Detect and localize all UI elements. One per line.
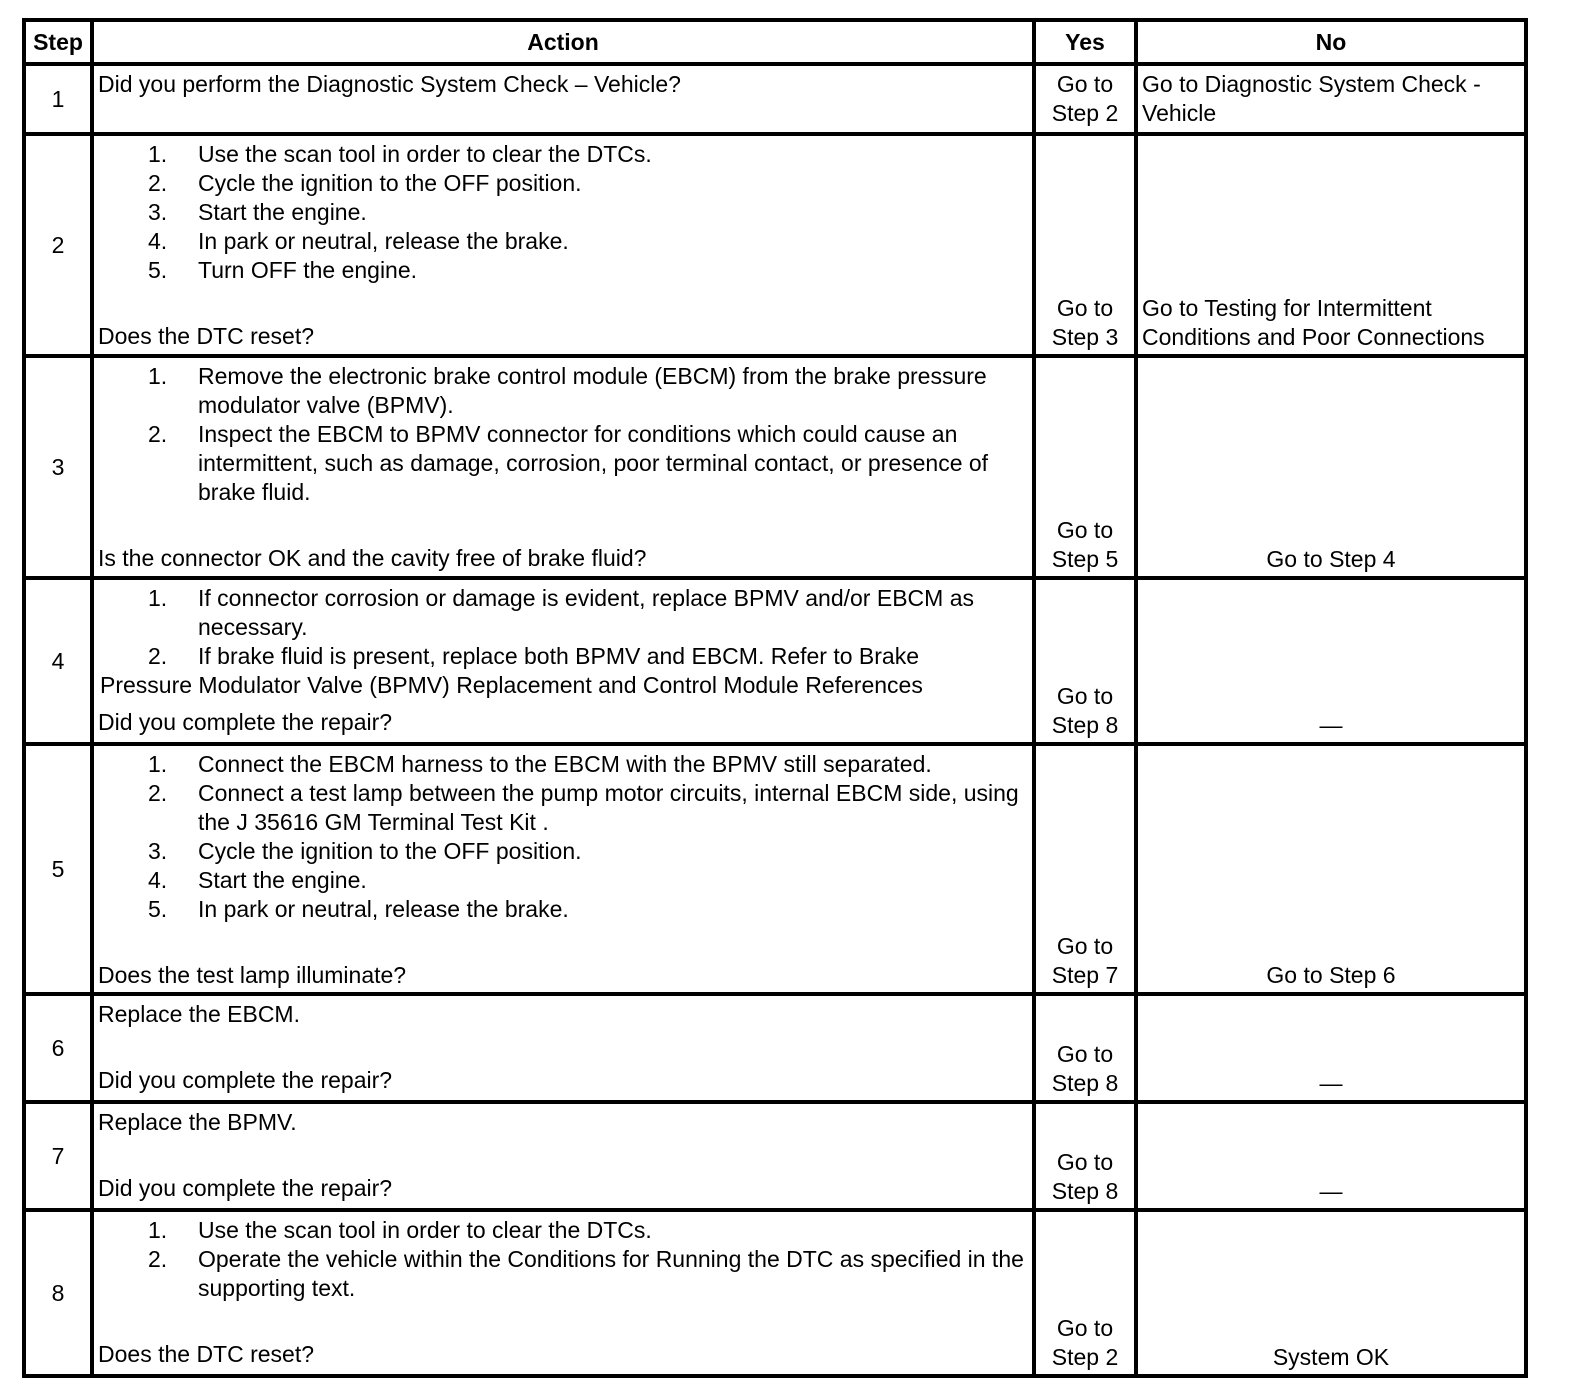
- list-item: [148, 750, 1028, 779]
- header-action: Action: [92, 20, 1034, 64]
- item-text: Inspect the EBCM to BPMV connector for conditions which could cause an intermittent, such as damage, corrosion, poor terminal contact, or presence of brake fluid.: [198, 421, 989, 505]
- item-number: 5.: [148, 257, 168, 283]
- item-number: 4.: [148, 228, 168, 254]
- step-number: 3: [24, 356, 92, 578]
- item-number: 5.: [148, 896, 168, 922]
- no-cell: [1136, 994, 1526, 1102]
- item-text: If connector corrosion or damage is evident, replace BPMV and/or EBCM as necessary.: [198, 585, 974, 640]
- table-row: [24, 134, 1526, 356]
- action-cell: [92, 356, 1034, 578]
- question-text: Did you complete the repair?: [98, 1067, 393, 1093]
- action-text: Replace the EBCM.: [98, 1001, 300, 1027]
- no-line: —: [1319, 712, 1343, 738]
- item-text: In park or neutral, release the brake.: [198, 228, 569, 254]
- step-number: 8: [24, 1210, 92, 1376]
- item-text: Cycle the ignition to the OFF position.: [198, 838, 582, 864]
- yes-line: Go to: [1056, 517, 1114, 543]
- list-item: [148, 169, 1028, 198]
- no-cell: [1136, 134, 1526, 356]
- item-number: 2.: [148, 170, 168, 196]
- yes-cell: [1034, 64, 1136, 134]
- item-text: Use the scan tool in order to clear the DTCs.: [198, 1217, 652, 1243]
- reference-note: Pressure Modulator Valve (BPMV) Replacement and Control Module References: [100, 672, 923, 698]
- no-line: Conditions and Poor Connections: [1142, 324, 1485, 350]
- table-row: [24, 1102, 1526, 1210]
- list-item: [148, 837, 1028, 866]
- no-cell: [1136, 744, 1526, 994]
- list-item: [148, 420, 1028, 507]
- list-item: [148, 1216, 1028, 1245]
- list-item: [148, 584, 1028, 642]
- item-number: 2.: [148, 780, 168, 806]
- no-line: —: [1319, 1178, 1343, 1204]
- yes-line: Go to: [1056, 933, 1114, 959]
- no-cell: [1136, 64, 1526, 134]
- action-list: [98, 584, 1028, 671]
- item-text: If brake fluid is present, replace both BPMV and EBCM. Refer to Brake: [198, 643, 920, 669]
- header-step: Step: [24, 20, 92, 64]
- step-number: 1: [24, 64, 92, 134]
- question-text: Is the connector OK and the cavity free of brake fluid?: [98, 545, 647, 571]
- step-number: 7: [24, 1102, 92, 1210]
- no-line: Go to Testing for Intermittent: [1142, 295, 1432, 321]
- yes-cell: [1034, 1210, 1136, 1376]
- no-line: Go to Diagnostic System Check -: [1142, 71, 1481, 97]
- no-cell: [1136, 1102, 1526, 1210]
- item-number: 1.: [148, 1217, 168, 1243]
- item-number: 1.: [148, 751, 168, 777]
- action-list: [98, 140, 1028, 285]
- step-number: 5: [24, 744, 92, 994]
- no-cell: [1136, 578, 1526, 744]
- item-number: 1.: [148, 363, 168, 389]
- yes-line: Step 2: [1051, 1344, 1119, 1370]
- yes-line: Step 8: [1051, 712, 1119, 738]
- list-item: [148, 866, 1028, 895]
- action-text: Replace the BPMV.: [98, 1109, 297, 1135]
- item-text: Operate the vehicle within the Conditions for Running the DTC as specified in the supporting text.: [198, 1246, 1024, 1301]
- item-number: 3.: [148, 838, 168, 864]
- list-item: [148, 362, 1028, 420]
- no-line: System OK: [1272, 1344, 1390, 1370]
- list-item: [148, 198, 1028, 227]
- yes-line: Go to: [1056, 1149, 1114, 1175]
- yes-cell: [1034, 578, 1136, 744]
- item-text: Connect a test lamp between the pump motor circuits, internal EBCM side, using the J 35616 GM Terminal Test Kit .: [198, 780, 1019, 835]
- yes-line: Step 3: [1051, 324, 1119, 350]
- item-text: In park or neutral, release the brake.: [198, 896, 569, 922]
- item-text: Turn OFF the engine.: [198, 257, 418, 283]
- step-number: 6: [24, 994, 92, 1102]
- yes-line: Go to: [1056, 1041, 1114, 1067]
- item-text: Cycle the ignition to the OFF position.: [198, 170, 582, 196]
- yes-line: Step 2: [1051, 100, 1119, 126]
- action-list: [98, 362, 1028, 507]
- list-item: [148, 256, 1028, 285]
- list-item: [148, 227, 1028, 256]
- table-row: [24, 356, 1526, 578]
- list-item: [148, 1245, 1028, 1303]
- question-text: Did you complete the repair?: [98, 709, 393, 735]
- table-row: [24, 578, 1526, 744]
- yes-line: Step 8: [1051, 1178, 1119, 1204]
- yes-line: Go to: [1056, 683, 1114, 709]
- list-item: [148, 895, 1028, 924]
- item-text: Start the engine.: [198, 867, 367, 893]
- yes-cell: [1034, 744, 1136, 994]
- item-number: 2.: [148, 643, 168, 669]
- question-text: Does the DTC reset?: [98, 1341, 315, 1367]
- question-text: Does the DTC reset?: [98, 323, 315, 349]
- yes-line: Go to: [1056, 1315, 1114, 1341]
- item-number: 1.: [148, 585, 168, 611]
- table-row: [24, 994, 1526, 1102]
- action-list: [98, 750, 1028, 924]
- question-text: Did you complete the repair?: [98, 1175, 393, 1201]
- no-line: —: [1319, 1070, 1343, 1096]
- table-row: [24, 64, 1526, 134]
- action-cell: [92, 134, 1034, 356]
- action-cell: [92, 578, 1034, 744]
- no-line: Vehicle: [1142, 100, 1217, 126]
- yes-cell: [1034, 356, 1136, 578]
- table-row: [24, 1210, 1526, 1376]
- header-row: [24, 20, 1526, 64]
- list-item: [148, 140, 1028, 169]
- list-item: [148, 642, 1028, 671]
- item-text: Remove the electronic brake control module (EBCM) from the brake pressure modulator valve (BPMV).: [198, 363, 987, 418]
- item-text: Start the engine.: [198, 199, 367, 225]
- yes-line: Go to: [1056, 71, 1114, 97]
- action-cell: [92, 64, 1034, 134]
- item-number: 2.: [148, 421, 168, 447]
- item-text: Connect the EBCM harness to the EBCM with the BPMV still separated.: [198, 751, 932, 777]
- item-number: 1.: [148, 141, 168, 167]
- yes-cell: [1034, 1102, 1136, 1210]
- action-cell: [92, 1102, 1034, 1210]
- step-number: 2: [24, 134, 92, 356]
- diagnostic-table: [22, 18, 1528, 1378]
- item-number: 3.: [148, 199, 168, 225]
- question-text: Does the test lamp illuminate?: [98, 962, 407, 988]
- no-cell: [1136, 356, 1526, 578]
- action-list: [98, 1216, 1028, 1303]
- yes-line: Go to: [1056, 295, 1114, 321]
- table-row: [24, 744, 1526, 994]
- no-cell: [1136, 1210, 1526, 1376]
- action-cell: [92, 994, 1034, 1102]
- item-text: Use the scan tool in order to clear the DTCs.: [198, 141, 652, 167]
- item-number: 2.: [148, 1246, 168, 1272]
- header-yes: Yes: [1034, 20, 1136, 64]
- no-line: Go to Step 6: [1266, 962, 1396, 988]
- no-line: Go to Step 4: [1266, 546, 1396, 572]
- header-no: No: [1136, 20, 1526, 64]
- yes-line: Step 5: [1051, 546, 1119, 572]
- yes-line: Step 7: [1051, 962, 1119, 988]
- action-cell: [92, 1210, 1034, 1376]
- list-item: [148, 779, 1028, 837]
- step-number: 4: [24, 578, 92, 744]
- yes-cell: [1034, 134, 1136, 356]
- action-cell: [92, 744, 1034, 994]
- action-text: Did you perform the Diagnostic System Check – Vehicle?: [98, 71, 681, 97]
- item-number: 4.: [148, 867, 168, 893]
- yes-cell: [1034, 994, 1136, 1102]
- yes-line: Step 8: [1051, 1070, 1119, 1096]
